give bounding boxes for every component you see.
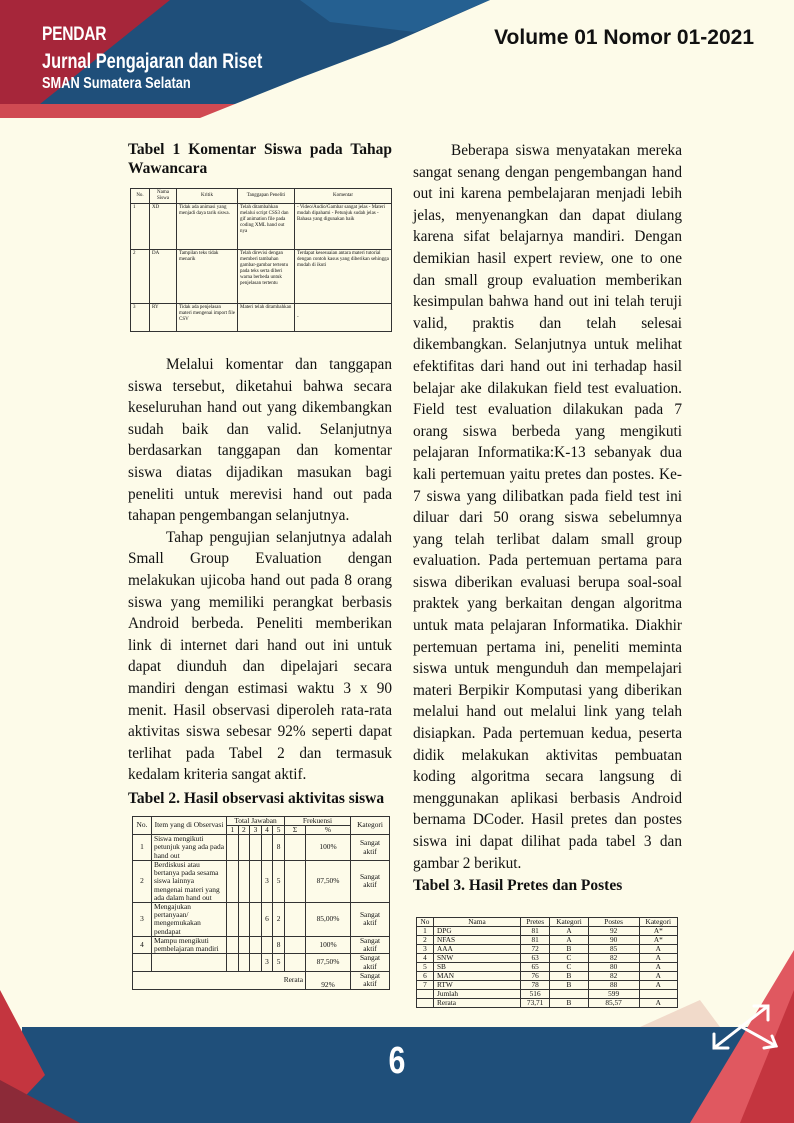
table3-cell: 76 xyxy=(521,972,550,981)
table1-cell: Tidak ada animasi yang menjadi daya tarik siswa. xyxy=(177,204,238,250)
table2-cell: 1 xyxy=(133,835,152,861)
table2-cell: Siswa mengikuti petunjuk yang ada pada hand out xyxy=(152,835,227,861)
table3-cell: 63 xyxy=(521,954,550,963)
table2-cell xyxy=(261,835,273,861)
table1-cell: - xyxy=(295,304,392,332)
table1-cell: XD xyxy=(150,204,177,250)
table3-header: Kategori xyxy=(550,918,588,927)
volume-label: Volume 01 Nomor 01-2021 xyxy=(494,26,754,49)
table1-cell: Tampilan teks tidak menarik xyxy=(177,250,238,304)
table-row xyxy=(131,204,392,250)
table2-header: Item yang di Observasi xyxy=(152,816,227,834)
table3-header: No xyxy=(417,918,434,927)
journal-title: Jurnal Pengajaran dan Riset xyxy=(42,50,263,73)
table3-header: Postes xyxy=(588,918,639,927)
table2-cell: 3 xyxy=(261,954,273,971)
table2-cell: Mengajukan pertanyaan/ mengemukakan pendapat xyxy=(152,902,227,936)
table2-cell: 8 xyxy=(273,835,285,861)
table2-cell: 87,50% xyxy=(306,860,351,902)
table1-cell: 2 xyxy=(131,250,150,304)
table3-cell: A xyxy=(639,999,677,1008)
table3-cell: SB xyxy=(434,963,521,972)
table3-header: Pretes xyxy=(521,918,550,927)
table3-cell: 516 xyxy=(521,990,550,999)
table3-cell: 6 xyxy=(417,972,434,981)
table2-cell xyxy=(250,902,262,936)
table2-cell xyxy=(238,902,250,936)
table3-caption: Tabel 3. Hasil Pretes dan Postes xyxy=(413,877,623,895)
table3-header: Nama xyxy=(434,918,521,927)
table2-cell: 87,50% xyxy=(306,954,351,971)
table1-cell: Tidak ada penjelasan materi mengenai import file CSV xyxy=(177,304,238,332)
table2-cell: Sangat aktif xyxy=(351,860,390,902)
table1-cell: DA xyxy=(150,250,177,304)
table2-header: 4 xyxy=(261,826,273,835)
table-row xyxy=(131,304,392,332)
table-row xyxy=(131,250,392,304)
table2-header: 3 xyxy=(250,826,262,835)
table2-rerata-value: 92% xyxy=(306,971,351,989)
table3-cell: MAN xyxy=(434,972,521,981)
table3-cell: B xyxy=(550,972,588,981)
table2-cell: 2 xyxy=(133,860,152,902)
table2-cell xyxy=(250,835,262,861)
table-row xyxy=(417,927,678,936)
table2-cell: 100% xyxy=(306,936,351,953)
table2-header: 2 xyxy=(238,826,250,835)
table2-cell: 6 xyxy=(261,902,273,936)
table3-cell: 1 xyxy=(417,927,434,936)
table3-cell: A xyxy=(639,972,677,981)
table3-cell: RTW xyxy=(434,981,521,990)
left-paragraph-1: Melalui komentar dan tanggapan siswa tersebut, diketahui bahwa secara keseluruhan hand out yang dikembangkan sudah baik dan valid. Selanjutnya berdasarkan tanggapan dan komentar siswa diatas dijadikan masukan bagi peneliti untuk merevisi hand out pada tahapan pengembangan selanjutnya. xyxy=(128,356,392,525)
table1-header: Kritik xyxy=(177,189,238,204)
table3-cell: 82 xyxy=(588,972,639,981)
table3-cell: C xyxy=(550,963,588,972)
table1-header: Komentar xyxy=(295,189,392,204)
table3-cell: A xyxy=(550,927,588,936)
table3-cell: 88 xyxy=(588,981,639,990)
table3-cell: B xyxy=(550,999,588,1008)
table2-header: No. xyxy=(133,816,152,834)
table3-cell: 2 xyxy=(417,936,434,945)
table3-cell: 65 xyxy=(521,963,550,972)
table-row xyxy=(133,860,390,902)
table2-cell: 100% xyxy=(306,835,351,861)
table2-cell xyxy=(285,860,306,902)
table3-cell: 4 xyxy=(417,954,434,963)
table2-cell xyxy=(227,835,239,861)
table3-cell: A xyxy=(639,963,677,972)
table2-header: Kategori xyxy=(351,816,390,834)
table1-cell: 3 xyxy=(131,304,150,332)
table3-cell: 85 xyxy=(588,945,639,954)
table3-cell: 85,57 xyxy=(588,999,639,1008)
table2-header: Σ xyxy=(285,826,306,835)
table2-cell: Sangat aktif xyxy=(351,936,390,953)
table3-cell: 599 xyxy=(588,990,639,999)
table3-cell: B xyxy=(550,981,588,990)
table2-cell: 2 xyxy=(273,902,285,936)
table3-cell: Rerata xyxy=(434,999,521,1008)
table3-cell: B xyxy=(550,945,588,954)
table2-cell: Sangat aktif xyxy=(351,954,390,971)
page-number: 6 xyxy=(388,1040,406,1082)
table2-header: Total Jawaban xyxy=(227,816,285,825)
table1-cell: Telah ditambahkan melalui script CSS3 dan gif animation file pada coding XML hand out nya xyxy=(238,204,295,250)
table2-cell xyxy=(227,860,239,902)
table-row xyxy=(133,902,390,936)
table3-cell: A xyxy=(639,981,677,990)
table2-cell xyxy=(285,835,306,861)
table2-cell: 5 xyxy=(273,954,285,971)
table2-cell xyxy=(238,835,250,861)
table2-header: Frekuensi xyxy=(285,816,351,825)
table3-cell: 78 xyxy=(521,981,550,990)
table3-cell: 92 xyxy=(588,927,639,936)
table3-cell: AAA xyxy=(434,945,521,954)
table2-cell: 8 xyxy=(273,936,285,953)
table2-cell: Sangat aktif xyxy=(351,902,390,936)
table3-cell: 82 xyxy=(588,954,639,963)
table2-header: 1 xyxy=(227,826,239,835)
table3-cell: 73,71 xyxy=(521,999,550,1008)
table2-cell: 5 xyxy=(273,860,285,902)
table2-cell: 3 xyxy=(261,860,273,902)
table1-header: Nama Siswa xyxy=(150,189,177,204)
journal-name: PENDAR xyxy=(42,24,107,45)
table3-cell: 81 xyxy=(521,936,550,945)
table-row xyxy=(417,936,678,945)
table3-cell: Jumlah xyxy=(434,990,521,999)
journal-subtitle: SMAN Sumatera Selatan xyxy=(42,75,191,92)
table3-header: Kategori xyxy=(639,918,677,927)
table2-cell xyxy=(238,860,250,902)
right-paragraph: Beberapa siswa menyatakan mereka sangat senang dengan pengembangan hand out ini karena pembelajaran menjadi lebih jelas, menyenangkan dan dapat diulang karena sifat belajarnya mandiri. Dengan demikian hasil expert review, one to one dan small group evaluation memberikan kesimpulan bahwa hand out ini telah teruji valid, praktis dan telah selesai dikembangkan. Selanjutnya untuk melihat efektifitas dari hand out ini terhadap hasil belajar ake dilakukan field test evaluation. Field test evaluation dilakukan pada 7 orang siswa berbeda yang mengikuti pelajaran Informatika:K-13 sebanyak dua kali pertemuan yaitu pretes dan postes. Ke-7 siswa yang dilibatkan pada field test ini diluar dari 50 orang siswa sebelumnya yang telah terlibat dalam small group evaluation. Pada pertemuan pertama para siswa diberikan evaluasi berupa soal-soal praktek yang berkaitan dengan algoritma untuk mata pelajaran Informatika. Diakhir pertemuan pertama ini, peneliti meminta siswa untuk mengunduh dan mempelajari materi Berpikir Komputasi yang diberikan melalui hand out melalui link yang telah disiapkan. Pada pertemuan kedua, peserta didik melakukan aktivitas pembuatan koding algoritma secara langsung di menggunakan aplikasi berbasis Android bernama DCoder. Hasil pretes dan postes siswa ini dapat dilihat pada tabel 3 dan gambar 2 berikut. xyxy=(413,142,682,872)
table2-cell: Sangat aktif xyxy=(351,835,390,861)
table1-header: No. xyxy=(131,189,150,204)
footer-background xyxy=(0,950,794,1123)
table3-cell: A xyxy=(550,936,588,945)
left-paragraph-2: Tahap pengujian selanjutnya adalah Small Group Evaluation dengan melakukan ujicoba hand out pada 8 orang siswa yang memiliki perangkat berbasis Android berbeda. Peneliti memberikan link di internet dari hand out ini untuk dapat diunduh dan dipelajari secara mandiri dengan estimasi waktu 3 x 90 menit. Hasil observasi diperoleh rata-rata aktivitas siswa sebesar 92% seperti dapat terlihat pada Tabel 2 dan termasuk kedalam kriteria sangat aktif. xyxy=(128,528,392,784)
table1-cell: Telah direvisi dengan memberi tambahan gambar-gambar tertentu pada teks serta diberi warna berbeda untuk penjelasan tertentu xyxy=(238,250,295,304)
table2-caption: Tabel 2. Hasil observasi aktivitas siswa xyxy=(128,789,385,807)
table-row xyxy=(133,835,390,861)
table2-cell: 4 xyxy=(133,936,152,953)
table3-cell: 72 xyxy=(521,945,550,954)
table1-cell: - Video/Audio/Gambar sangat jelas - Materi mudah dipahami - Petunjuk sudah jelas - Bahasa yang digunakan baik xyxy=(295,204,392,250)
table2-rerata-label: Rerata xyxy=(133,971,306,989)
table3-cell: 80 xyxy=(588,963,639,972)
table2-cell: Mampu mengikuti pembelajaran mandiri xyxy=(152,936,227,953)
table3-cell: A* xyxy=(639,927,677,936)
table1-caption: Tabel 1 Komentar Siswa pada Tahap Wawancara xyxy=(128,141,392,177)
table3-cell: 5 xyxy=(417,963,434,972)
table1-cell: Materi telah ditambahkan xyxy=(238,304,295,332)
table2-cell: 85,00% xyxy=(306,902,351,936)
table1-cell: 1 xyxy=(131,204,150,250)
table3-cell: C xyxy=(550,954,588,963)
table2-cell xyxy=(227,902,239,936)
table2-header: % xyxy=(306,826,351,835)
table1-header: Tanggapan Peneliti xyxy=(238,189,295,204)
table2-cell: Berdiskusi atau bertanya pada sesama siswa lainnya mengenai materi yang ada dalam hand out xyxy=(152,860,227,902)
table3-cell: A xyxy=(639,954,677,963)
table3-cell: A xyxy=(639,945,677,954)
table3-cell: SNW xyxy=(434,954,521,963)
table1-cell: Terdapat kesesuaian antara materi tutorial dengan contoh kasus yang diberikan sehingga mudah di ikuti xyxy=(295,250,392,304)
table2-rerata-kategori: Sangat aktif xyxy=(351,971,390,989)
left-column xyxy=(128,140,392,990)
table3-cell: 7 xyxy=(417,981,434,990)
table2-header: 5 xyxy=(273,826,285,835)
table2-cell xyxy=(250,860,262,902)
arrows-icon xyxy=(706,998,782,1052)
table1 xyxy=(130,188,392,332)
table3-cell: 81 xyxy=(521,927,550,936)
table1-cell: RY xyxy=(150,304,177,332)
table3-cell: DPG xyxy=(434,927,521,936)
table2-cell xyxy=(285,902,306,936)
table3-cell: 3 xyxy=(417,945,434,954)
table3-cell: NFAS xyxy=(434,936,521,945)
table2-cell: 3 xyxy=(133,902,152,936)
table3-cell: A* xyxy=(639,936,677,945)
table3-cell: 90 xyxy=(588,936,639,945)
right-column xyxy=(413,140,682,1008)
